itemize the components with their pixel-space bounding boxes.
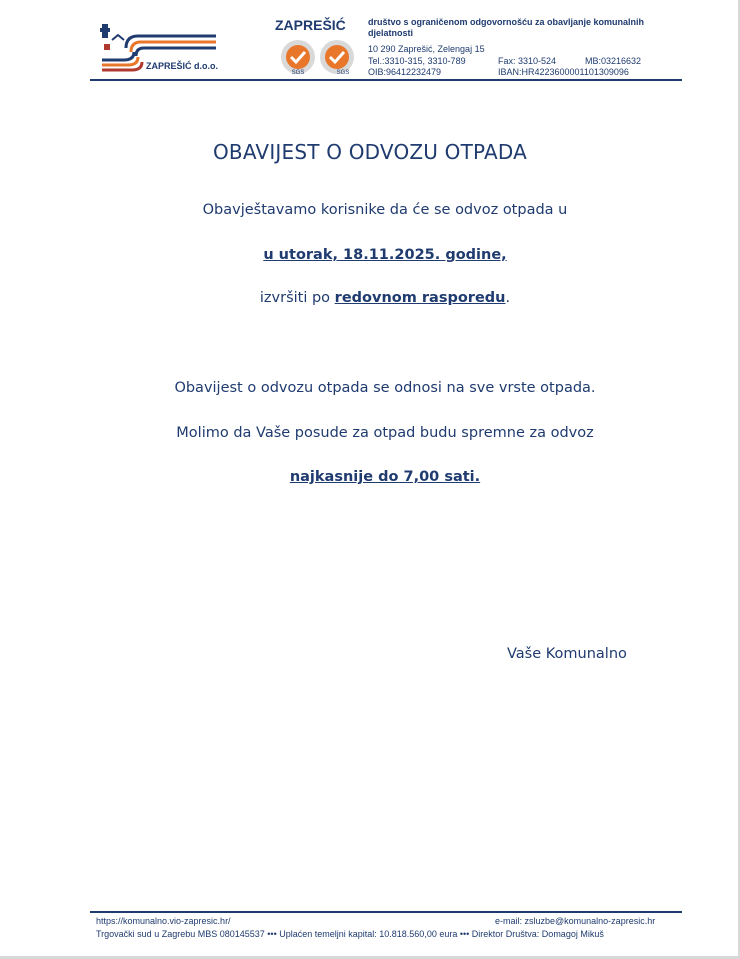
notice-schedule [0, 290, 740, 306]
schedule-regular: redovnom rasporedu [334, 290, 506, 306]
schedule-suffix: . [505, 290, 511, 306]
footer-legal: Trgovački sud u Zagrebu MBS 080145537 ••• Uplaćen temeljni kapital: 10.818.560,00 eura ••• Direktor Društva: Domagoj Mikuš [96, 929, 604, 939]
notice-deadline [0, 469, 740, 485]
brand-name: ZAPREŠIĆ [275, 17, 346, 33]
company-fax: Fax: 3310-524 [498, 56, 557, 66]
notice-intro: Obavještavamo korisnike da će se odvoz otpada u [202, 202, 568, 218]
notice-title: OBAVIJEST O ODVOZU OTPADA [212, 140, 528, 164]
signature: Vaše Komunalno [507, 646, 627, 662]
footer-url[interactable]: https://komunalno.vio-zapresic.hr/ [96, 916, 231, 926]
company-oib: OIB:96412232479 [368, 67, 442, 77]
notice-date-text: u utorak, 18.11.2025. godine, [263, 247, 507, 263]
logo-name: ZAPREŠIĆ d.o.o. [146, 61, 218, 71]
notice-scope: Obavijest o odvozu otpada se odnosi na sve vrste otpada. [174, 380, 596, 396]
company-address: 10 290 Zaprešić, Zelengaj 15 [368, 44, 485, 54]
cert-label-1: SGS [291, 70, 305, 76]
notice-deadline-text: najkasnije do 7,00 sati. [289, 469, 481, 485]
sgs-certificate-icon [279, 38, 317, 76]
company-iban: IBAN:HR4223600001101309096 [498, 67, 629, 77]
sgs-certificate-icon-2 [318, 38, 356, 76]
notice-request: Molimo da Vaše posude za otpad budu spremne za odvoz [176, 425, 594, 441]
company-mb: MB:03216632 [585, 56, 642, 66]
cert-label-2: SGS [336, 70, 350, 76]
footer-email[interactable]: e-mail: zsluzbe@komunalno-zapresic.hr [495, 916, 656, 926]
footer-divider [90, 911, 682, 913]
notice-date [0, 247, 740, 263]
company-tel: Tel.:3310-315, 3310-789 [368, 56, 466, 66]
header-divider [90, 79, 682, 81]
company-description: društvo s ograničenom odgovornošću za obavljanje komunalnih djelatnosti [368, 17, 645, 38]
schedule-prefix: izvršiti po [259, 290, 335, 306]
